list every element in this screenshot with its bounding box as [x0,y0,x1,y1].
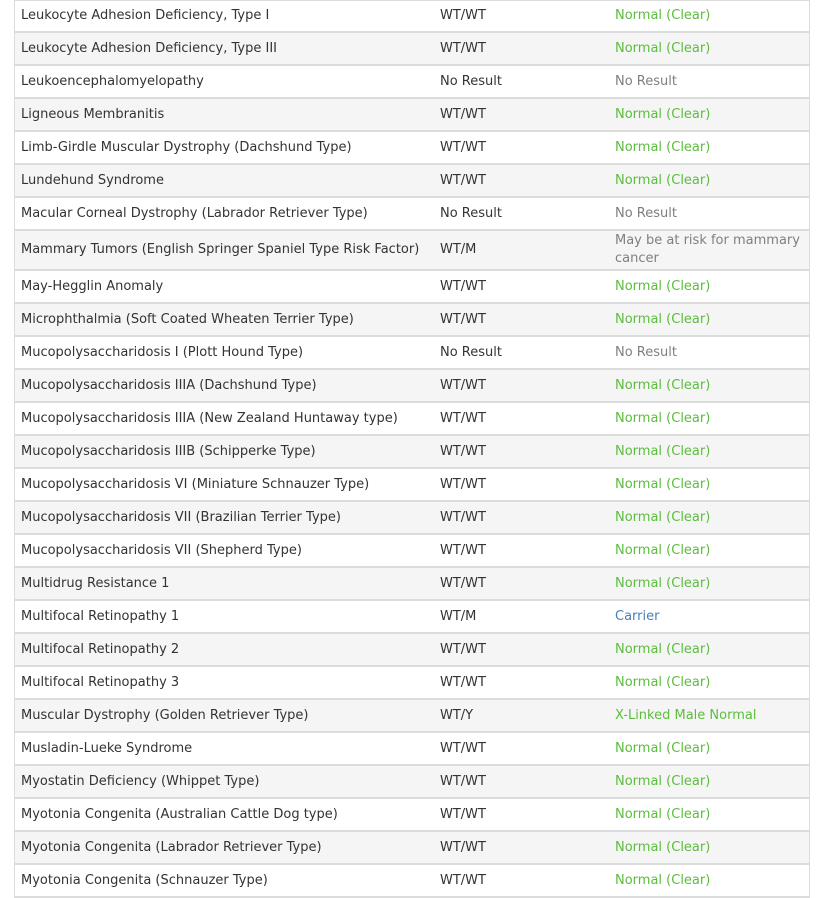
genetic-results-table [14,0,810,898]
result-status: Normal (Clear) [615,476,711,492]
table-row [15,535,809,568]
result-status: Normal (Clear) [615,410,711,426]
genotype: No Result [440,73,502,89]
table-row [15,304,809,337]
condition-name: Mucopolysaccharidosis IIIB (Schipperke Type) [21,443,316,459]
condition-name: Leukoencephalomyelopathy [21,73,204,89]
condition-name: Musladin-Lueke Syndrome [21,740,193,756]
genotype: WT/WT [440,311,486,327]
table-row [15,436,809,469]
genotype: WT/WT [440,139,486,155]
condition-name: Mucopolysaccharidosis VI (Miniature Schnauzer Type) [21,476,370,492]
table-row [15,469,809,502]
table-row [15,33,809,66]
result-status: No Result [615,73,677,89]
genotype: WT/WT [440,674,486,690]
table-row [15,165,809,198]
genotype: WT/WT [440,8,486,23]
condition-name: Myotonia Congenita (Schnauzer Type) [21,872,268,888]
condition-name: Multidrug Resistance 1 [21,575,170,591]
condition-name: Myostatin Deficiency (Whippet Type) [21,773,260,789]
result-status: Normal (Clear) [615,172,711,188]
condition-name: Multifocal Retinopathy 2 [21,641,180,657]
genotype: WT/WT [440,278,486,294]
table-row [15,66,809,99]
table-row [15,700,809,733]
table-row [15,337,809,370]
table-row [15,799,809,832]
table-row [15,198,809,231]
genotype: WT/WT [440,172,486,188]
table-row [15,0,809,33]
table-row [15,667,809,700]
result-status: Normal (Clear) [615,106,711,122]
result-status: No Result [615,205,677,221]
genotype: WT/WT [440,641,486,657]
condition-name: Mucopolysaccharidosis IIIA (New Zealand Huntaway type) [21,410,398,426]
condition-name: Myotonia Congenita (Labrador Retriever Type) [21,839,322,855]
result-status: Normal (Clear) [615,839,711,855]
result-status: Carrier [615,608,660,624]
genotype: WT/WT [440,443,486,459]
genotype: WT/WT [440,377,486,393]
condition-name: Mucopolysaccharidosis I (Plott Hound Type) [21,344,304,360]
genotype: WT/WT [440,410,486,426]
genotype: WT/WT [440,106,486,122]
condition-name: Mucopolysaccharidosis IIIA (Dachshund Type) [21,377,317,393]
condition-name: May-Hegglin Anomaly [21,278,164,294]
result-status: Normal (Clear) [615,509,711,525]
genotype: WT/WT [440,773,486,789]
table-row [15,832,809,865]
genotype: WT/WT [440,839,486,855]
genotype: WT/M [440,608,477,624]
table-row [15,766,809,799]
result-status: Normal (Clear) [615,139,711,155]
condition-name: Leukocyte Adhesion Deficiency, Type III [21,40,277,56]
condition-name: Mucopolysaccharidosis VII (Brazilian Terrier Type) [21,509,341,525]
condition-name: Ligneous Membranitis [21,106,165,122]
result-status: No Result [615,344,677,360]
result-status: X-Linked Male Normal [615,707,757,723]
result-status: Normal (Clear) [615,773,711,789]
result-status: Normal (Clear) [615,872,711,888]
table-row [15,370,809,403]
result-status: Normal (Clear) [615,542,711,558]
condition-name: Microphthalmia (Soft Coated Wheaten Terrier Type) [21,311,354,327]
result-status: Normal (Clear) [615,278,711,294]
table-row [15,231,809,271]
result-status: Normal (Clear) [615,377,711,393]
condition-name: Myotonia Congenita (Australian Cattle Dog type) [21,806,338,822]
condition-name: Mucopolysaccharidosis VII (Shepherd Type) [21,542,302,558]
table-row [15,99,809,132]
condition-name: Muscular Dystrophy (Golden Retriever Type) [21,707,309,723]
table-row [15,601,809,634]
condition-name: Mammary Tumors (English Springer Spaniel Type Risk Factor) [21,242,420,257]
table-row [15,271,809,304]
table-row [15,132,809,165]
condition-name: Lundehund Syndrome [21,172,164,188]
result-status: Normal (Clear) [615,8,711,23]
condition-name: Multifocal Retinopathy 1 [21,608,180,624]
table-row [15,865,809,898]
condition-name: Leukocyte Adhesion Deficiency, Type I [21,8,270,23]
genotype: No Result [440,344,502,360]
genotype: WT/WT [440,740,486,756]
table-row [15,502,809,535]
result-status: Normal (Clear) [615,674,711,690]
condition-name: Macular Corneal Dystrophy (Labrador Retriever Type) [21,205,368,221]
result-status: May be at risk for mammary cancer [615,233,800,266]
genotype: No Result [440,205,502,221]
condition-name: Limb-Girdle Muscular Dystrophy (Dachshund Type) [21,139,352,155]
genotype: WT/WT [440,509,486,525]
genotype: WT/WT [440,476,486,492]
table-row [15,568,809,601]
table-row [15,634,809,667]
genotype: WT/WT [440,40,486,56]
genotype: WT/Y [440,707,474,723]
result-status: Normal (Clear) [615,806,711,822]
condition-name: Multifocal Retinopathy 3 [21,674,180,690]
result-status: Normal (Clear) [615,40,711,56]
result-status: Normal (Clear) [615,740,711,756]
result-status: Normal (Clear) [615,575,711,591]
genotype: WT/WT [440,542,486,558]
result-status: Normal (Clear) [615,641,711,657]
genotype: WT/WT [440,575,486,591]
genotype: WT/WT [440,872,486,888]
table-row [15,733,809,766]
result-status: Normal (Clear) [615,311,711,327]
genotype: WT/WT [440,806,486,822]
result-status: Normal (Clear) [615,443,711,459]
genotype: WT/M [440,242,477,257]
table-row [15,403,809,436]
